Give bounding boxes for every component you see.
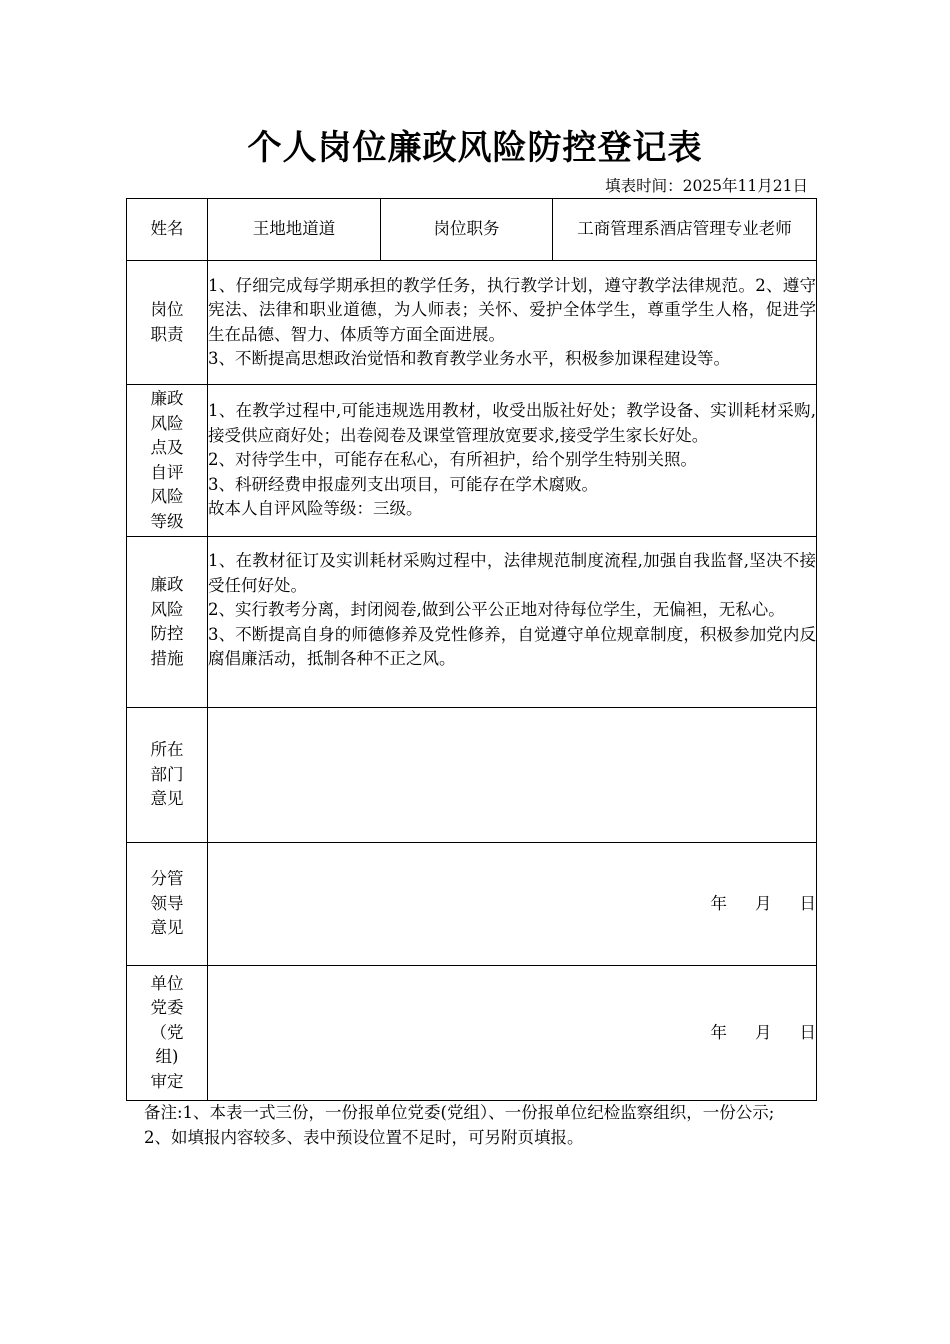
measures-row [127,537,817,708]
form-title: 个人岗位廉政风险防控登记表 [247,128,703,168]
measures-label: 廉政风险防控措施 [127,537,208,708]
leader-year: 年 [710,893,727,913]
party-year: 年 [710,1022,727,1042]
party-review-field[interactable] [208,966,817,1101]
dept-opinion-field[interactable] [208,708,817,843]
risk-line: 故本人自评风险等级：三级。 [208,499,423,519]
notes [144,1100,814,1150]
note-line: 备注:1、本表一式三份，一份报单位党委(党组）、一份报单位纪检监察组织，一份公示; [144,1103,775,1122]
leader-day: 日 [799,893,816,913]
duties-row [127,261,817,385]
leader-opinion-field[interactable] [208,843,817,966]
dept-opinion-row [127,708,817,843]
party-day: 日 [799,1022,816,1042]
name-value: 王地地道道 [208,199,381,261]
position-value: 工商管理系酒店管理专业老师 [553,199,817,261]
name-label: 姓名 [127,199,208,261]
risk-row [127,385,817,537]
duties-content [208,261,817,385]
measures-content [208,537,817,708]
party-review-row [127,966,817,1101]
party-month: 月 [755,1022,772,1042]
fill-date: 填表时间：2025年11月21日 [605,177,808,195]
risk-line: 2、对待学生中，可能存在私心，有所袒护，给个别学生特别关照。 [208,450,697,470]
measures-line: 2、实行教考分离，封闭阅卷,做到公平公正地对待每位学生，无偏袒，无私心。 [208,600,785,619]
dept-opinion-label: 所在部门意见 [127,708,208,843]
registration-table [126,198,817,1101]
note-line: 2、如填报内容较多、表中预设位置不足时，可另附页填报。 [144,1128,584,1147]
leader-opinion-row [127,843,817,966]
leader-opinion-label: 分管领导意见 [127,843,208,966]
leader-month: 月 [755,893,772,913]
duties-label: 岗位职责 [127,261,208,385]
risk-line: 3、科研经费申报虚列支出项目，可能存在学术腐败。 [208,474,598,494]
position-label: 岗位职务 [381,199,553,261]
measures-line: 3、不断提高自身的师德修养及党性修养，自觉遵守单位规章制度，积极参加党内反腐倡廉活动，抵制各种不正之风。 [208,624,816,668]
duties-line: 3、不断提高思想政治觉悟和教育教学业务水平，积极参加课程建设等。 [208,349,730,368]
header-row [127,199,817,261]
party-review-label: 单位党委（党组)审定 [127,966,208,1101]
duties-line: 1、仔细完成每学期承担的教学任务，执行教学计划，遵守教学法律规范。2、遵守宪法、法律和职业道德，为人师表；关怀、爱护全体学生，尊重学生人格，促进学生在品德、智力、体质等方面全面进展。 [208,275,816,344]
risk-label: 廉政风险点及自评风险等级 [127,385,208,537]
measures-line: 1、在教材征订及实训耗材采购过程中，法律规范制度流程,加强自我监督,坚决不接受任何好处。 [208,551,816,595]
risk-content [208,385,817,537]
risk-line: 1、在教学过程中,可能违规选用教材，收受出版社好处；教学设备、实训耗材采购,接受供应商好处；出卷阅卷及课堂管理放宽要求,接受学生家长好处。 [208,401,816,445]
